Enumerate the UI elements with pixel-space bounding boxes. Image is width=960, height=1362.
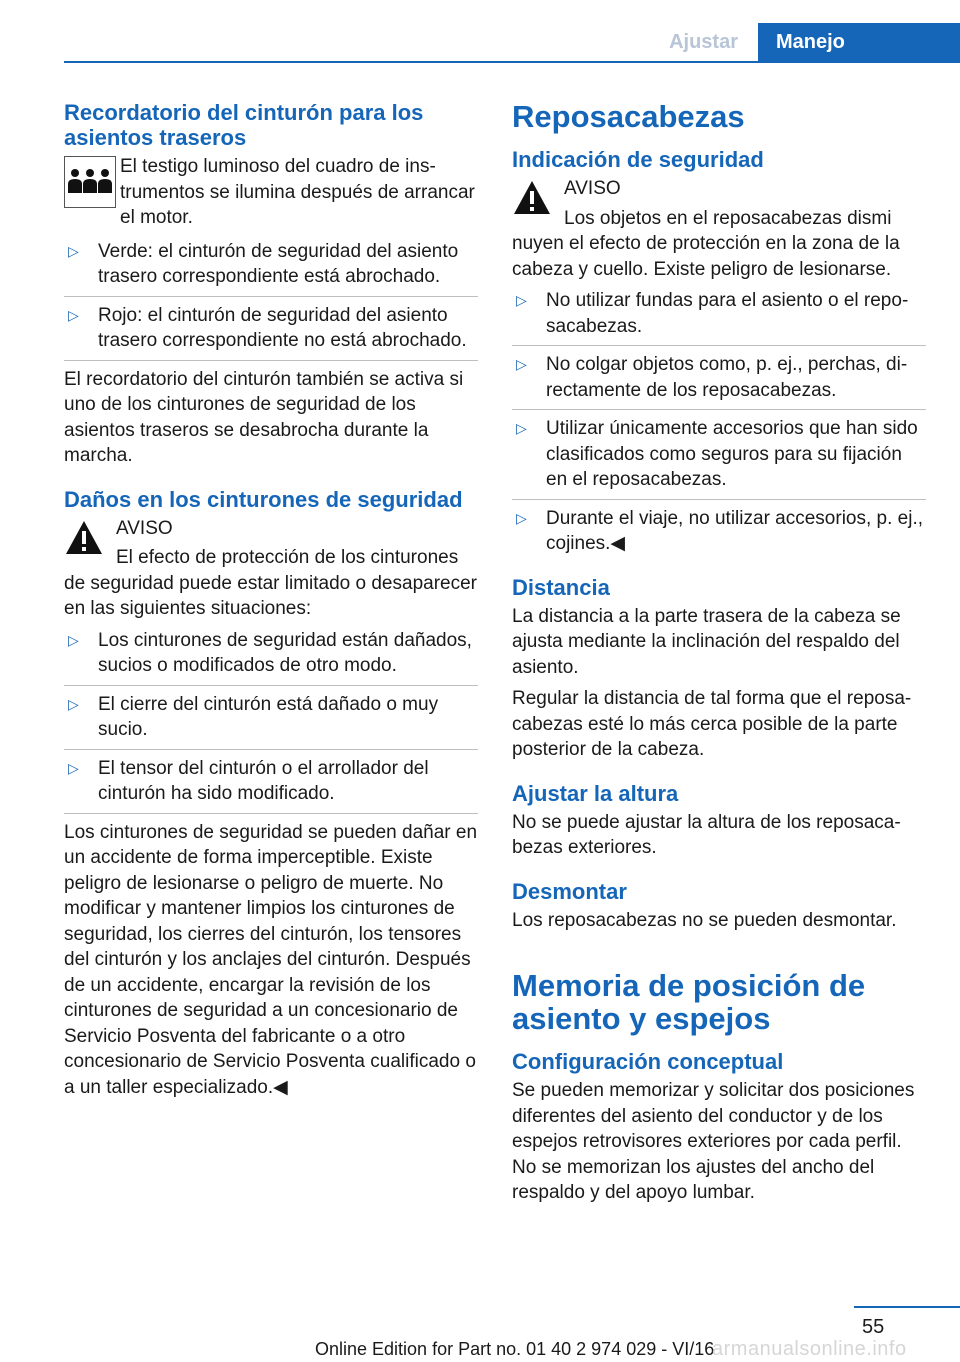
testigo-text: El testigo luminoso del cuadro de instrumentos se ilumina después de arrancar el motor. [120, 156, 475, 228]
warning-block-danos [64, 516, 478, 571]
list-item: ▷ No colgar objetos como, p. ej., perchas, directamente de los reposacabezas. [512, 352, 926, 410]
heading-reposacabezas: Reposacabezas [512, 99, 745, 134]
altura-paragraph: No se puede ajustar la altura de los reposacabezas exteriores. [512, 811, 901, 858]
heading-desmontar: Desmontar [512, 878, 627, 904]
seatbelt-status-list [64, 239, 478, 361]
watermark: armanualsonline.info [712, 1338, 907, 1360]
warning-text: El efecto de protección de los cinturones [116, 547, 459, 568]
heading-danos: Daños en los cinturones de seguridad [64, 486, 463, 512]
warning-triangle-icon [64, 518, 104, 558]
page-number: 55 [862, 1316, 885, 1338]
triangle-bullet-icon: ▷ [68, 695, 79, 712]
heading-indicacion: Indicación de seguridad [512, 147, 764, 172]
heading-altura: Ajustar la altura [512, 780, 679, 806]
desmontar-paragraph: Los reposacabezas no se pueden desmontar. [512, 909, 897, 931]
triangle-bullet-icon: ▷ [516, 356, 527, 372]
triangle-bullet-icon: ▷ [516, 420, 527, 436]
distancia-paragraph-2: Regular la distancia de tal forma que el reposacabezas esté lo más cerca posible de la parte posterior de la cabeza. [512, 688, 912, 760]
triangle-bullet-icon: ▷ [68, 631, 79, 648]
danos-final-paragraph: Los cinturones de seguridad se pueden dañar en un accidente de forma imperceptible. Existe peligro de lesionarse o peligro de muerte. No modificar y mantener limpios los cinturones de seguridad, los cierres del cinturón, los tensores del cinturón y los anclajes del cinturón. Después de un accidente, encargar la revisión de los cinturones de seguridad a un concesionario de Servicio Posventa del fabricante o a otro concesionario de Servicio Posventa cualificado o a un taller especializado.◀ [64, 821, 478, 1098]
warning-continuation: de seguridad puede estar limitado o desaparecer en las siguientes situaciones: [64, 572, 477, 619]
list-item: ▷ Durante el viaje, no utilizar accesorios, p. ej., cojines.◀ [516, 507, 924, 554]
list-item: ▷ Rojo: el cinturón de seguridad del asiento trasero correspondiente no está abrochado. [64, 303, 478, 361]
list-item: ▷ El cierre del cinturón está dañado o muy sucio. [64, 692, 478, 750]
testigo-block [64, 154, 478, 231]
danos-list [64, 628, 478, 814]
triangle-bullet-icon: ▷ [68, 306, 79, 323]
tab-ajustar[interactable]: Ajustar [649, 23, 758, 61]
list-item: ▷ Los cinturones de seguridad están dañados, sucios o modificados de otro modo. [64, 628, 478, 686]
right-column [512, 100, 926, 1212]
heading-recordatorio: Recordatorio del cinturón para los asientos traseros [64, 100, 424, 150]
distancia-paragraph-1: La distancia a la parte trasera de la cabeza se ajusta mediante la inclinación del respaldo del asiento. [512, 605, 901, 678]
header-rule [64, 61, 960, 63]
reposacabezas-list [512, 288, 926, 557]
list-item: ▷ Verde: el cinturón de seguridad del asiento trasero correspondiente está abrochado. [64, 239, 478, 297]
heading-memoria: Memoria de posición de asiento y espejos [512, 968, 866, 1036]
edition-text: Online Edition for Part no. 01 40 2 974 029 - VI/16 [315, 1339, 715, 1359]
left-column [64, 100, 478, 1106]
triangle-bullet-icon: ▷ [68, 242, 79, 259]
triangle-bullet-icon: ▷ [516, 292, 527, 308]
warning-block-reposacabezas [512, 176, 926, 231]
list-item: ▷ No utilizar fundas para el asiento o el reposacabezas. [512, 288, 926, 346]
list-item: ▷ Utilizar únicamente accesorios que han sido clasificados como seguros para su fijación en el reposacabezas. [512, 416, 926, 500]
list-item: ▷ El tensor del cinturón o el arrollador del cinturón ha sido modificado. [64, 756, 478, 814]
warning-text: Los objetos en el reposacabezas dismi [564, 207, 892, 229]
triangle-bullet-icon: ▷ [68, 759, 79, 776]
aviso-label: AVISO [564, 178, 621, 199]
warning-continuation: nuyen el efecto de protección en la zona de la cabeza y cuello. Existe peligro de lesionarse. [512, 233, 900, 280]
heading-config: Configuración conceptual [512, 1049, 784, 1074]
seatbelt-passengers-icon [64, 156, 116, 208]
triangle-bullet-icon: ▷ [516, 509, 527, 526]
header-tabs [649, 23, 960, 61]
aviso-label: AVISO [116, 517, 173, 539]
heading-distancia: Distancia [512, 574, 610, 600]
warning-triangle-icon [512, 178, 552, 218]
tab-manejo[interactable]: Manejo [758, 23, 960, 61]
recordatorio-paragraph: El recordatorio del cinturón también se activa si uno de los cinturones de seguridad de los asientos traseros se desabrocha durante la marcha. [64, 368, 464, 466]
config-paragraph: Se pueden memorizar y solicitar dos posiciones diferentes del asiento del conductor y de los espejos retrovisores exteriores por cada perfil. No se memorizan los ajustes del ancho del respaldo y del apoyo lumbar. [512, 1080, 915, 1203]
footer-rule [854, 1306, 960, 1308]
